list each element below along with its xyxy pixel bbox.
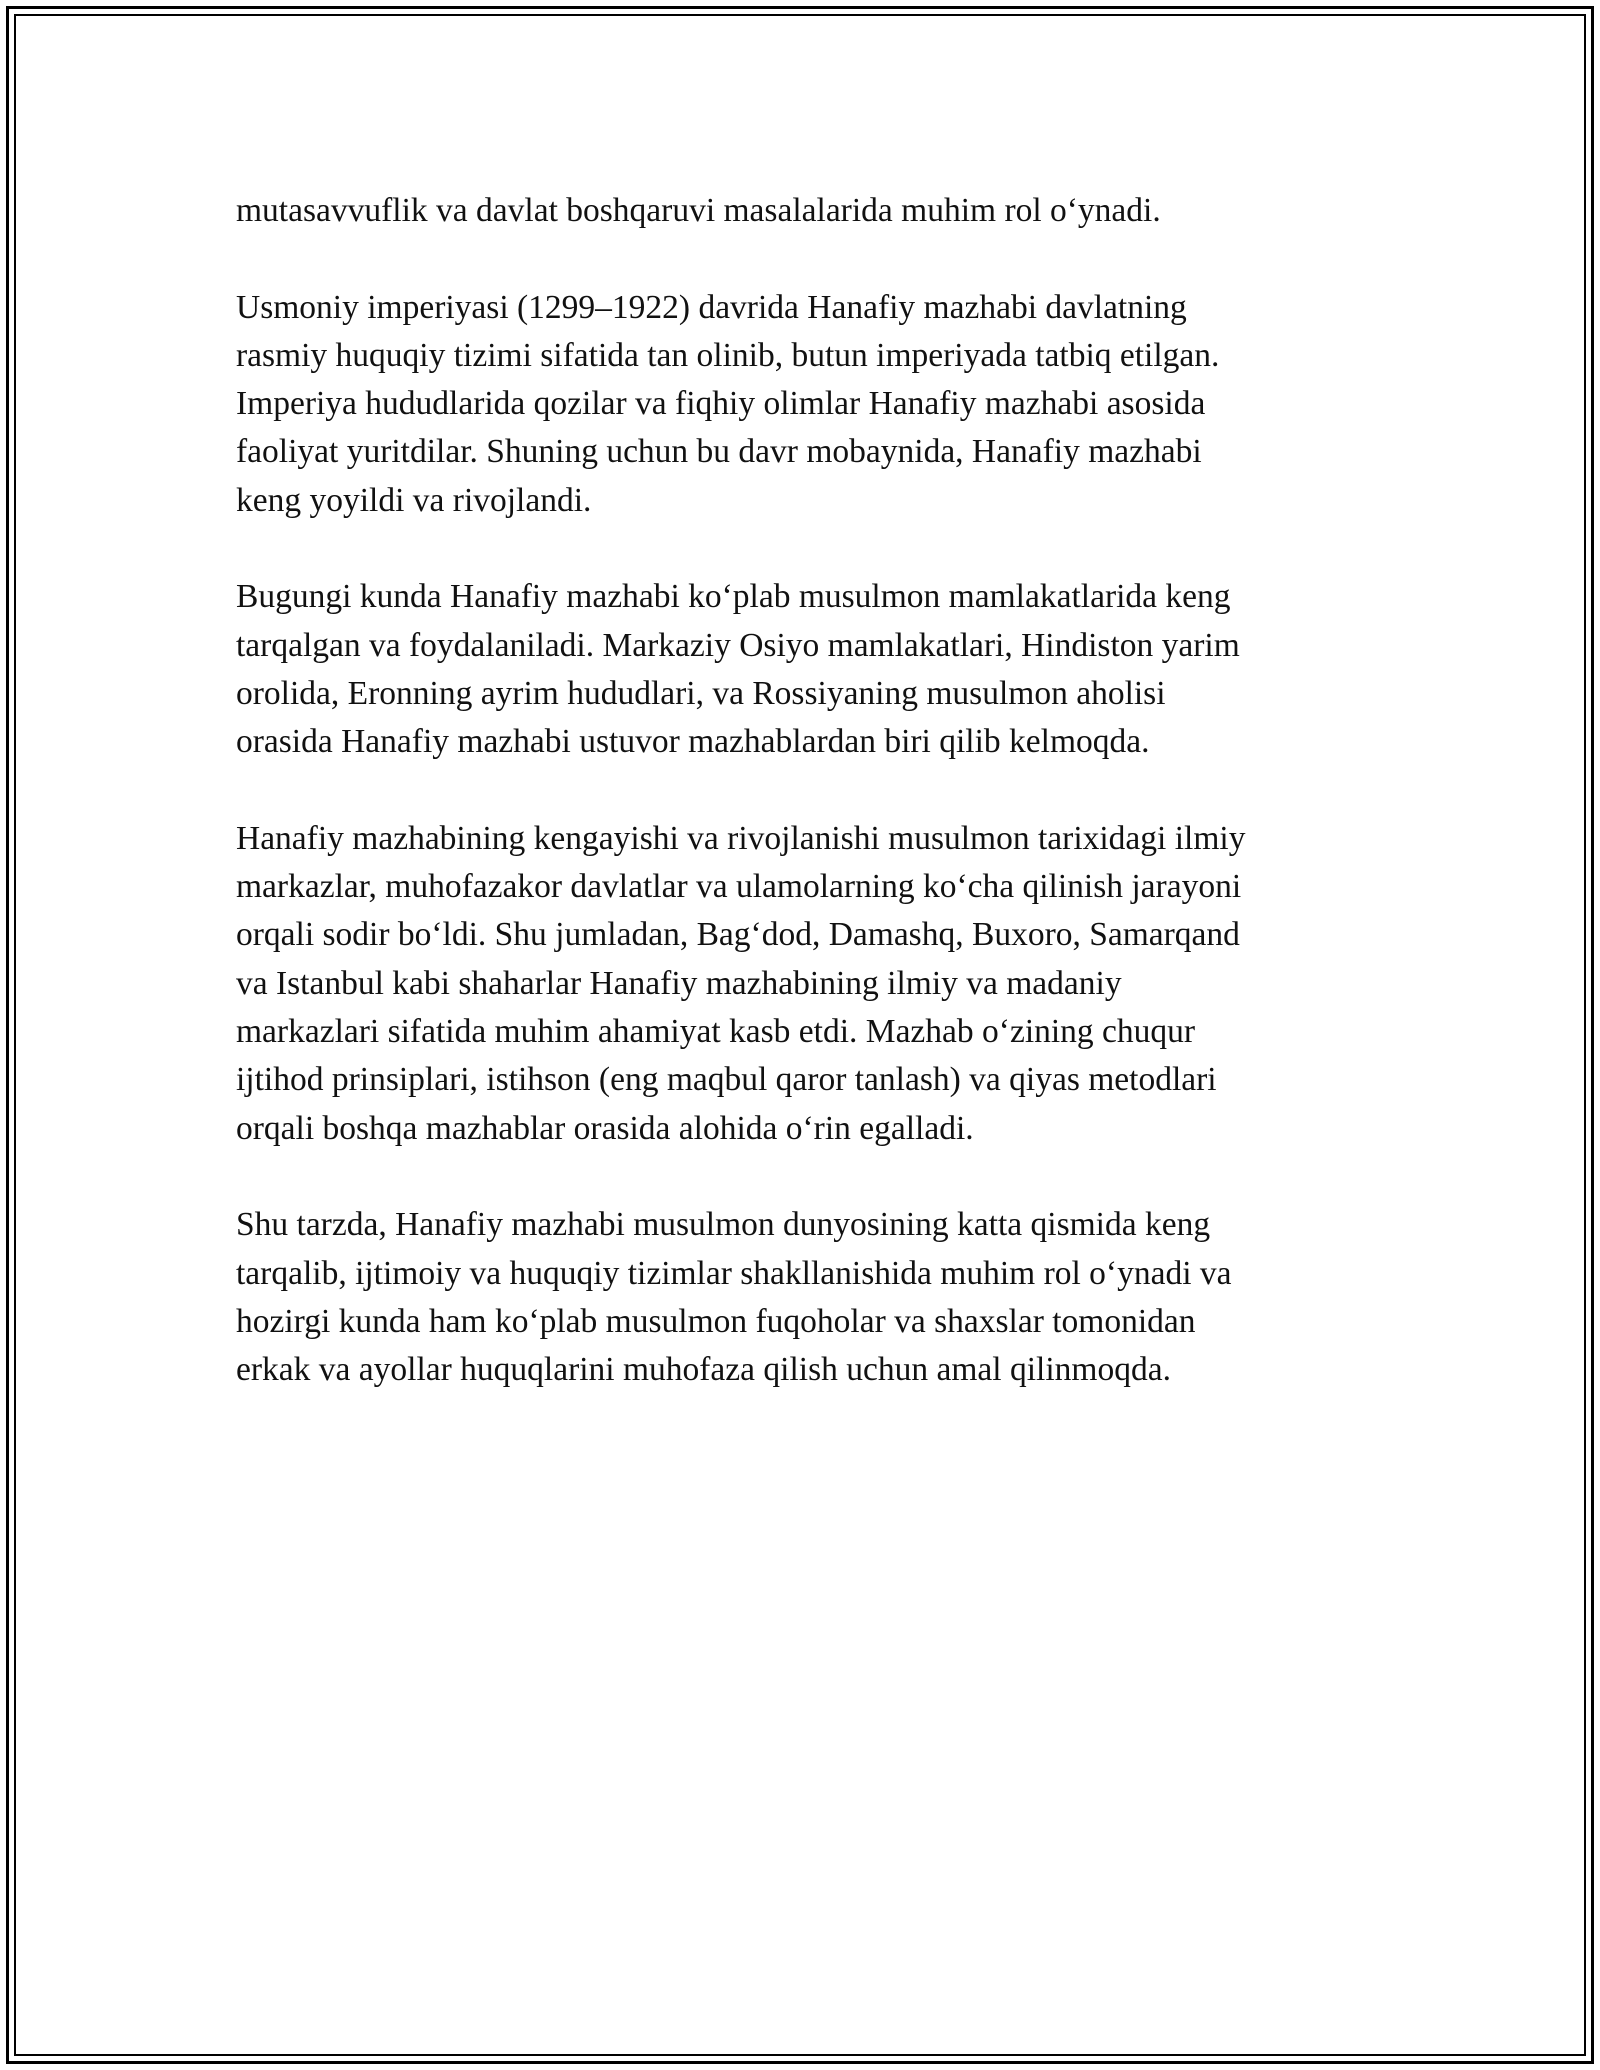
paragraph-3	[236, 573, 1376, 766]
text-line: orqali boshqa mazhablar orasida alohida o‘rin egalladi.	[236, 1109, 974, 1147]
text-line: Usmoniy imperiyasi (1299–1922) davrida Hanafiy mazhabi davlatning	[236, 288, 1187, 326]
text-line: orqali sodir bo‘ldi. Shu jumladan, Bag‘dod, Damashq, Buxoro, Samarqand	[236, 916, 1240, 954]
text-line: orasida Hanafiy mazhabi ustuvor mazhablardan biri qilib kelmoqda.	[236, 723, 1150, 761]
paragraph-4	[236, 815, 1376, 1153]
text-line: keng yoyildi va rivojlandi.	[236, 481, 592, 519]
text-line: markazlari sifatida muhim ahamiyat kasb etdi. Mazhab o‘zining chuqur	[236, 1013, 1196, 1051]
text-line: va Istanbul kabi shaharlar Hanafiy mazhabining ilmiy va madaniy	[236, 964, 1122, 1002]
paragraph-2	[236, 284, 1376, 525]
text-line: Shu tarzda, Hanafiy mazhabi musulmon dunyosining katta qismida keng	[236, 1206, 1211, 1244]
text-line: tarqalib, ijtimoiy va huquqiy tizimlar shakllanishida muhim rol o‘ynadi va	[236, 1254, 1232, 1292]
text-line: markazlar, muhofazakor davlatlar va ulamolarning ko‘cha qilinish jarayoni	[236, 868, 1242, 906]
text-line: Imperiya hududlarida qozilar va fiqhiy olimlar Hanafiy mazhabi asosida	[236, 385, 1206, 423]
paragraph-5	[236, 1201, 1376, 1394]
text-line: tarqalgan va foydalaniladi. Markaziy Osiyo mamlakatlari, Hindiston yarim	[236, 626, 1240, 664]
paragraph-1	[236, 187, 1376, 235]
text-line: mutasavvuflik va davlat boshqaruvi masalalarida muhim rol o‘ynadi.	[236, 192, 1161, 229]
text-line: Hanafiy mazhabining kengayishi va rivojlanishi musulmon tarixidagi ilmiy	[236, 819, 1246, 857]
text-line: hozirgi kunda ham ko‘plab musulmon fuqoholar va shaxslar tomonidan	[236, 1302, 1196, 1340]
text-line: faoliyat yuritdilar. Shuning uchun bu davr mobaynida, Hanafiy mazhabi	[236, 433, 1202, 471]
text-line: ijtihod prinsiplari, istihson (eng maqbul qaror tanlash) va qiyas metodlari	[236, 1061, 1217, 1099]
text-line: erkak va ayollar huquqlarini muhofaza qilish uchun amal qilinmoqda.	[236, 1351, 1171, 1389]
document-body	[236, 187, 1376, 1443]
text-line: orolida, Eronning ayrim hududlari, va Rossiyaning musulmon aholisi	[236, 674, 1166, 712]
text-line: Bugungi kunda Hanafiy mazhabi ko‘plab musulmon mamlakatlarida keng	[236, 578, 1231, 616]
text-line: rasmiy huquqiy tizimi sifatida tan olinib, butun imperiyada tatbiq etilgan.	[236, 336, 1220, 374]
